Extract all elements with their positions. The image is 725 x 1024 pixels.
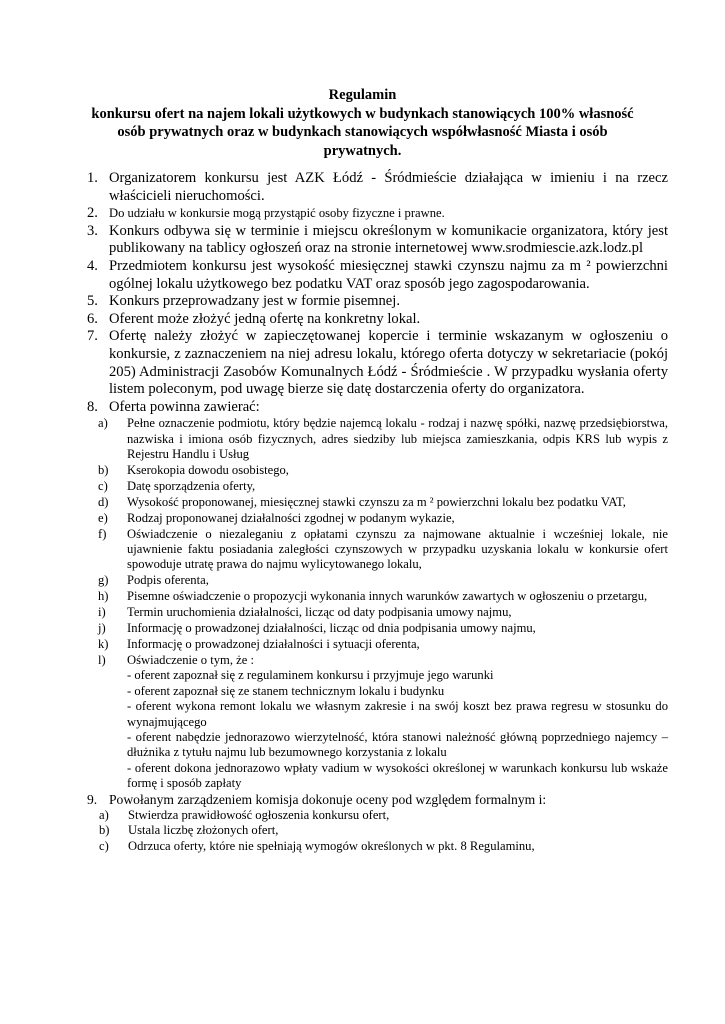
- item-number: 7.: [87, 328, 98, 345]
- item-text: Oferent może złożyć jedną ofertę na konkretny lokal.: [109, 310, 421, 327]
- list-item: [87, 328, 668, 398]
- sub-item-text: Datę sporządzenia oferty,: [127, 478, 256, 493]
- declaration-line: - oferent nabędzie jednorazowo wierzytelność, która stanowi należność główną poprzedniego najemcy – dłużnika z tytułu najmu lub bezumownego korzystania z lokalu: [127, 729, 668, 760]
- declaration-line: - oferent wykona remont lokalu we własnym zakresie i na swój koszt bez prawa regresu w stosunku do wynajmującego: [127, 699, 668, 729]
- declaration-line: - oferent zapoznał się ze stanem technicznym lokalu i budynku: [127, 683, 445, 698]
- sub-item-text: Odrzuca oferty, które nie spełniają wymogów określonych w pkt. 8 Regulaminu,: [128, 838, 535, 853]
- item-number: 3.: [87, 222, 98, 239]
- sub-list-item: [98, 621, 668, 636]
- sub-item-letter: g): [98, 573, 109, 588]
- item-number: 6.: [87, 310, 98, 327]
- sub-list-item: [98, 510, 668, 526]
- sub-list-item: [98, 605, 668, 620]
- list-item: [87, 398, 668, 792]
- item-number: 8.: [87, 398, 98, 415]
- sub-item-letter: i): [98, 605, 106, 620]
- sub-list-item: [98, 637, 668, 652]
- declaration-line: - oferent zapoznał się z regulaminem konkursu i przyjmuje jego warunki: [127, 668, 494, 683]
- sub-item-text: Pełne oznaczenie podmiotu, który będzie najemcą lokalu - rodzaj i nazwę spółki, nazwę przedsiębiorstwa, nazwiska i imiona osób fizycznych, adres siedziby lub miejsca zamieszkania, odpis KRS lub wypis z Rejestru Handlu i Usług: [127, 416, 668, 462]
- sub-list-item: [98, 589, 668, 604]
- sub-list-item: [98, 463, 668, 478]
- sub-item-text: Podpis oferenta,: [127, 573, 209, 588]
- item-text: Organizatorem konkursu jest AZK Łódź - Śródmieście działająca w imieniu i na rzecz właścicieli nieruchomości.: [109, 170, 668, 204]
- sub-item-letter: b): [98, 463, 109, 478]
- sub-item-text: Stwierdza prawidłowość ogłoszenia konkursu ofert,: [128, 808, 390, 823]
- list-item: [87, 170, 668, 205]
- item-text: Ofertę należy złożyć w zapieczętowanej kopercie i terminie wskazanym w ogłoszeniu o konkursie, z zaznaczeniem na niej adresu lokalu, którego oferta dotyczy w sekretariacie (pokój 205) Administracji Zasobów Komunalnych Łódź - Śródmieście . W przypadku wysłania oferty listem poleconym, pod uwagę bierze się datę dostarczenia oferty do organizatora.: [109, 328, 668, 398]
- title-line-1: Regulamin: [328, 87, 397, 103]
- sub-item-text: Kserokopia dowodu osobistego,: [127, 463, 289, 478]
- item-number: 9.: [87, 792, 98, 808]
- item-number: 2.: [87, 205, 98, 222]
- sub-list-item: [98, 478, 668, 494]
- sub-item-letter: k): [98, 637, 109, 651]
- sub-item-letter: l): [98, 652, 106, 667]
- sub-list-item: [98, 526, 668, 573]
- sub-item-text: Pisemne oświadczenie o propozycji wykonania innych warunków zawartych w ogłoszeniu o przetargu,: [127, 589, 648, 604]
- list-item: [87, 310, 668, 329]
- offer-contents-list: [98, 416, 668, 791]
- sub-list-item: [99, 808, 668, 823]
- sub-item-letter: d): [98, 494, 109, 509]
- sub-item-letter: b): [99, 823, 110, 838]
- list-item: [87, 257, 668, 293]
- item-text: Przedmiotem konkursu jest wysokość miesięcznej stawki czynszu najmu za m ² powierzchni ogólnej lokalu użytkowego bez podatku VAT oraz sposób jego zagospodarowania.: [109, 257, 668, 292]
- sub-item-text: Oświadczenie o niezaleganiu z opłatami czynszu za najmowane aktualnie i wcześniej lokale, nie ujawnienie faktu posiadania zaległości czynszowych w przypadku uzyskania lokalu w konkursie ofert spowoduje utratę prawa do najmu wylicytowanego lokalu,: [127, 526, 668, 572]
- regulations-list: [87, 170, 668, 854]
- sub-item-text: Oświadczenie o tym, że :: [127, 652, 254, 667]
- item-text: Konkurs odbywa się w terminie i miejscu określonym w komunikacie organizatora, który jest publikowany na tablicy ogłoszeń oraz na stronie internetowej www.srodmiescie.azk.lodz.pl: [109, 222, 668, 257]
- sub-item-letter: c): [99, 838, 109, 853]
- sub-item-letter: a): [99, 808, 109, 823]
- declaration-line: - oferent dokona jednorazowo wpłaty vadium w wysokości określonej w warunkach konkursu lub wskaże formę i sposób zapłaty: [127, 760, 668, 791]
- sub-item-letter: j): [98, 621, 106, 636]
- item-text: Konkurs przeprowadzany jest w formie pisemnej.: [109, 293, 400, 310]
- sub-item-letter: e): [98, 510, 108, 525]
- item-text: Do udziału w konkursie mogą przystąpić osoby fizyczne i prawne.: [109, 206, 445, 221]
- document-title: [60, 86, 665, 160]
- sub-item-letter: h): [98, 589, 109, 604]
- sub-list-item: [98, 573, 668, 588]
- item-text: Powołanym zarządzeniem komisja dokonuje oceny pod względem formalnym i:: [109, 792, 547, 808]
- sub-item-letter: c): [98, 478, 108, 493]
- item-number: 1.: [87, 170, 98, 186]
- sub-list-item: [98, 416, 668, 462]
- sub-list-item: [99, 823, 668, 838]
- sub-item-letter: f): [98, 526, 107, 541]
- list-item: [87, 293, 668, 311]
- list-item: [87, 792, 668, 854]
- list-item: [87, 205, 668, 223]
- sub-list-item: [98, 652, 668, 792]
- title-line-4: prywatnych.: [323, 142, 402, 159]
- title-line-3: osób prywatnych oraz w budynkach stanowiących współwłasność Miasta i osób: [117, 124, 608, 140]
- sub-item-text: Termin uruchomienia działalności, licząc od daty podpisania umowy najmu,: [127, 605, 512, 620]
- item-number: 4.: [87, 257, 98, 274]
- formal-evaluation-list: [99, 808, 668, 854]
- sub-item-letter: a): [98, 416, 108, 431]
- sub-list-item: [99, 838, 668, 854]
- list-item: [87, 222, 668, 258]
- sub-list-item: [98, 494, 668, 510]
- item-text: Oferta powinna zawierać:: [109, 398, 260, 415]
- item-number: 5.: [87, 293, 98, 310]
- sub-item-text: Informację o prowadzonej działalności i sytuacji oferenta,: [127, 637, 420, 651]
- title-line-2: konkursu ofert na najem lokali użytkowych w budynkach stanowiących 100% własność: [91, 105, 634, 122]
- sub-item-text: Wysokość proponowanej, miesięcznej stawki czynszu za m ² powierzchni lokalu bez podatku VAT,: [127, 494, 626, 509]
- sub-item-text: Ustala liczbę złożonych ofert,: [128, 823, 279, 838]
- sub-item-text: Rodzaj proponowanej działalności zgodnej w podanym wykazie,: [127, 510, 455, 525]
- sub-item-text: Informację o prowadzonej działalności, licząc od dnia podpisania umowy najmu,: [127, 621, 536, 636]
